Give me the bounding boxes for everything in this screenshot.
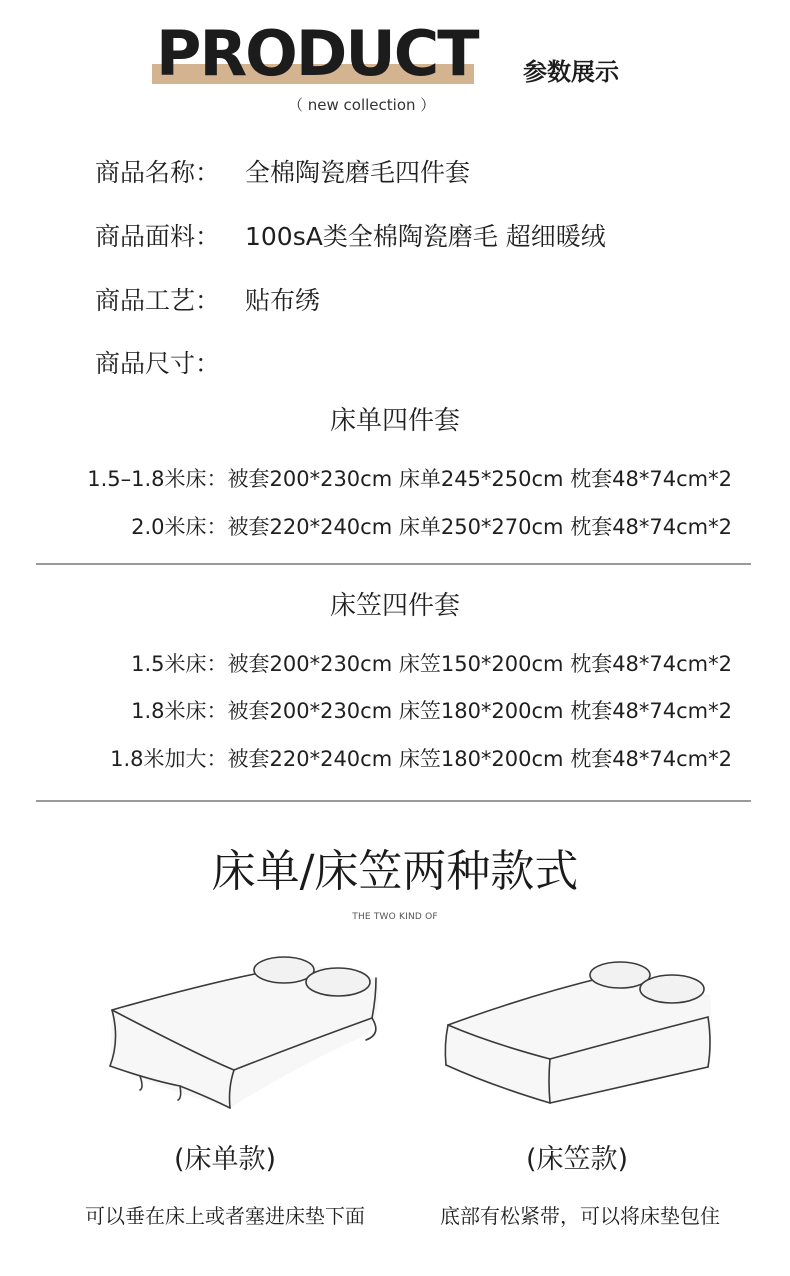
flat-size-row: 2.0米床：被套220*240cm 床单250*270cm 枕套48*74cm*2	[131, 515, 732, 539]
info-value: 100sA类全棉陶瓷磨毛 超细暖绒	[245, 222, 606, 251]
page-subtitle: 参数展示	[523, 58, 619, 86]
info-label: 商品名称：	[95, 158, 221, 187]
info-label: 商品面料：	[95, 222, 221, 251]
tagline: （ new collection ）	[288, 96, 436, 114]
info-row-craft	[95, 281, 320, 317]
styles-subheading: THE TWO KIND OF	[352, 912, 438, 922]
flat-style-description: 可以垂在床上或者塞进床垫下面	[85, 1204, 365, 1228]
fitted-size-row: 1.8米加大：被套220*240cm 床笠180*200cm 枕套48*74cm*2	[110, 747, 732, 771]
fitted-set-title: 床笠四件套	[329, 591, 460, 621]
page-title: PRODUCT	[156, 17, 478, 90]
styles-heading: 床单/床笠两种款式	[211, 846, 579, 897]
fitted-style-label: (床笠款)	[525, 1144, 629, 1175]
info-row-fabric	[95, 217, 606, 253]
info-row-name	[95, 153, 470, 189]
divider	[36, 800, 751, 802]
fitted-size-row: 1.8米床：被套200*230cm 床笠180*200cm 枕套48*74cm*2	[131, 699, 732, 723]
flat-set-title: 床单四件套	[329, 406, 460, 436]
info-label: 商品尺寸：	[95, 349, 221, 378]
fitted-size-row: 1.5米床：被套200*230cm 床笠150*200cm 枕套48*74cm*2	[131, 652, 732, 676]
divider	[36, 563, 751, 565]
flat-size-row: 1.5–1.8米床：被套200*230cm 床单245*250cm 枕套48*74cm*2	[87, 467, 732, 491]
info-value: 贴布绣	[245, 286, 321, 315]
flat-sheet-bed-illustration	[100, 948, 390, 1128]
info-row-size	[95, 344, 245, 380]
fitted-sheet-bed-illustration	[440, 955, 720, 1110]
info-label: 商品工艺：	[95, 286, 221, 315]
info-value: 全棉陶瓷磨毛四件套	[245, 158, 471, 187]
fitted-style-description: 底部有松紧带，可以将床垫包住	[440, 1204, 720, 1228]
flat-style-label: (床单款)	[173, 1144, 277, 1175]
